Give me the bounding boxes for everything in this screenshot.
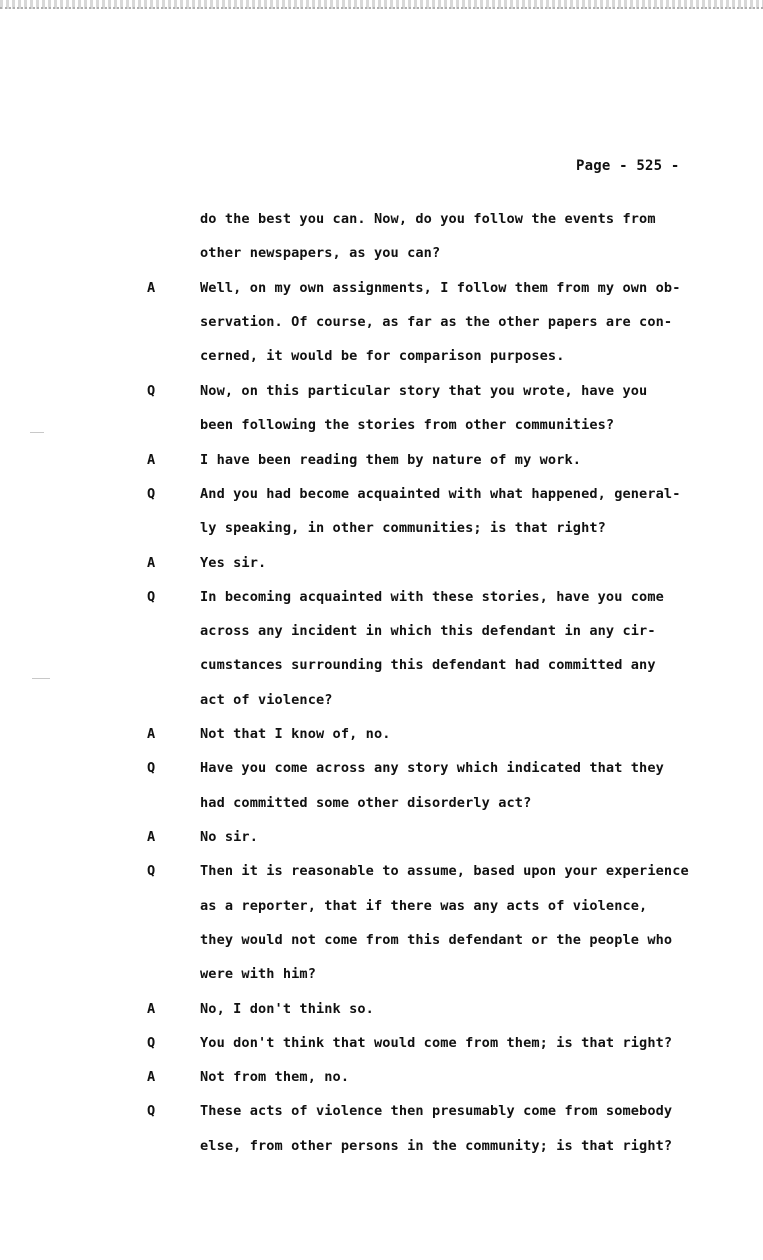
transcript-text: Have you come across any story which indicated that they (200, 760, 664, 776)
transcript-text: else, from other persons in the community; is that right? (200, 1138, 673, 1154)
transcript-text: Not that I know of, no. (200, 726, 391, 742)
transcript-text: You don't think that would come from them; is that right? (200, 1035, 673, 1051)
answer-marker: A (147, 1001, 156, 1017)
question-marker: Q (147, 760, 156, 776)
transcript-text: across any incident in which this defendant in any cir- (200, 623, 656, 639)
answer-marker: A (147, 452, 156, 468)
transcript-text: been following the stories from other communities? (200, 417, 615, 433)
question-marker: Q (147, 1103, 156, 1119)
transcript-text: cumstances surrounding this defendant had committed any (200, 657, 656, 673)
transcript-text: Not from them, no. (200, 1069, 350, 1085)
question-marker: Q (147, 1035, 156, 1051)
transcript-text: Yes sir. (200, 555, 267, 571)
answer-marker: A (147, 555, 156, 571)
transcript-text: servation. Of course, as far as the other papers are con- (200, 314, 673, 330)
transcript-text: other newspapers, as you can? (200, 245, 441, 261)
question-marker: Q (147, 383, 156, 399)
transcript-text: they would not come from this defendant or the people who (200, 932, 673, 948)
transcript-text: Then it is reasonable to assume, based upon your experience (200, 863, 689, 879)
transcript-text: Well, on my own assignments, I follow them from my own ob- (200, 280, 681, 296)
transcript-text: as a reporter, that if there was any acts of violence, (200, 898, 648, 914)
scan-mark (30, 432, 44, 433)
transcript-text: These acts of violence then presumably come from somebody (200, 1103, 673, 1119)
answer-marker: A (147, 280, 156, 296)
transcript-text: do the best you can. Now, do you follow the events from (200, 211, 656, 227)
scan-mark (32, 678, 50, 679)
transcript-text: had committed some other disorderly act? (200, 795, 532, 811)
answer-marker: A (147, 1069, 156, 1085)
question-marker: Q (147, 486, 156, 502)
answer-marker: A (147, 726, 156, 742)
transcript-text: I have been reading them by nature of my work. (200, 452, 582, 468)
transcript-text: No, I don't think so. (200, 1001, 374, 1017)
answer-marker: A (147, 829, 156, 845)
scan-top-edge (0, 0, 763, 9)
transcript-text: act of violence? (200, 692, 333, 708)
transcript-text: ly speaking, in other communities; is that right? (200, 520, 606, 536)
page-number: Page - 525 - (576, 158, 680, 174)
transcript-text: Now, on this particular story that you wrote, have you (200, 383, 648, 399)
transcript-text: In becoming acquainted with these stories, have you come (200, 589, 664, 605)
question-marker: Q (147, 863, 156, 879)
question-marker: Q (147, 589, 156, 605)
transcript-text: No sir. (200, 829, 258, 845)
transcript-text: cerned, it would be for comparison purposes. (200, 348, 565, 364)
transcript-text: And you had become acquainted with what happened, general- (200, 486, 681, 502)
transcript-text: were with him? (200, 966, 316, 982)
